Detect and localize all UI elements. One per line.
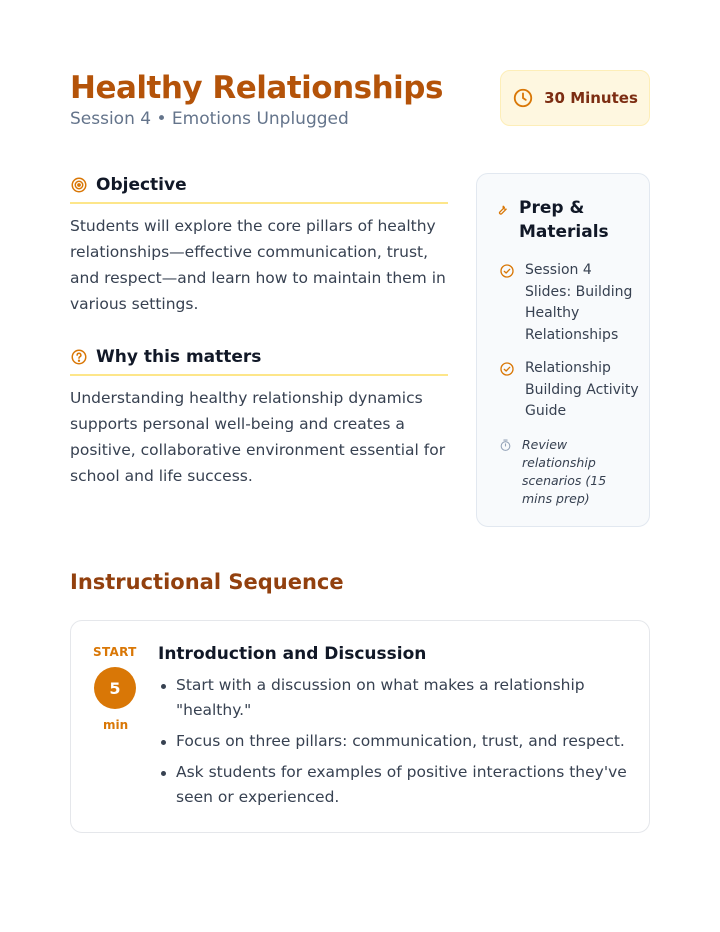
prep-heading — [497, 196, 619, 244]
objective-text: Students will explore the core pillars of healthy relationships—effective communication, trust, and respect—and learn how to maintain them in various settings. — [70, 217, 446, 313]
sequence-step-card — [70, 620, 650, 833]
duration-badge — [500, 70, 650, 126]
check-circle-icon — [499, 263, 515, 346]
prep-note-label: Review relationship scenarios (15 mins prep) — [522, 437, 607, 506]
step-minutes-circle: 5 — [94, 667, 136, 709]
list-item: Focus on three pillars: communication, trust, and respect. — [158, 729, 628, 754]
prep-item — [499, 358, 640, 423]
page-header — [70, 68, 443, 130]
prep-panel — [476, 173, 650, 527]
list-item: Ask students for examples of positive interactions they've seen or experienced. — [158, 760, 628, 810]
question-circle-icon — [70, 348, 88, 366]
duration-label: 30 Minutes — [544, 89, 638, 107]
step-unit-label: min — [103, 718, 129, 732]
clock-icon — [512, 87, 534, 109]
why-text: Understanding healthy relationship dynamics supports personal well-being and creates a positive, collaborative environment essential for school and life success. — [70, 389, 446, 485]
page-title: Healthy Relationships — [70, 70, 443, 106]
list-item: Start with a discussion on what makes a relationship "healthy." — [158, 673, 628, 723]
step-title: Introduction and Discussion — [158, 644, 427, 664]
prep-heading-text: Prep & Materials — [519, 198, 609, 242]
check-circle-icon — [499, 361, 515, 423]
why-heading-text: Why this matters — [96, 347, 262, 367]
prep-item-label: Session 4 Slides: Building Healthy Relationships — [525, 262, 633, 343]
sequence-title: Instructional Sequence — [70, 570, 344, 594]
why-heading — [70, 347, 448, 376]
prep-item-label: Relationship Building Activity Guide — [525, 360, 639, 419]
prep-item — [499, 260, 640, 346]
objective-heading — [70, 175, 448, 204]
wrench-icon — [497, 202, 511, 216]
objective-heading-text: Objective — [96, 175, 187, 195]
stopwatch-icon — [499, 439, 512, 508]
page-subtitle: Session 4 • Emotions Unplugged — [70, 109, 349, 129]
step-start-label: START — [93, 645, 137, 659]
step-bullets — [158, 673, 628, 816]
target-icon — [70, 176, 88, 194]
prep-note — [499, 436, 622, 508]
